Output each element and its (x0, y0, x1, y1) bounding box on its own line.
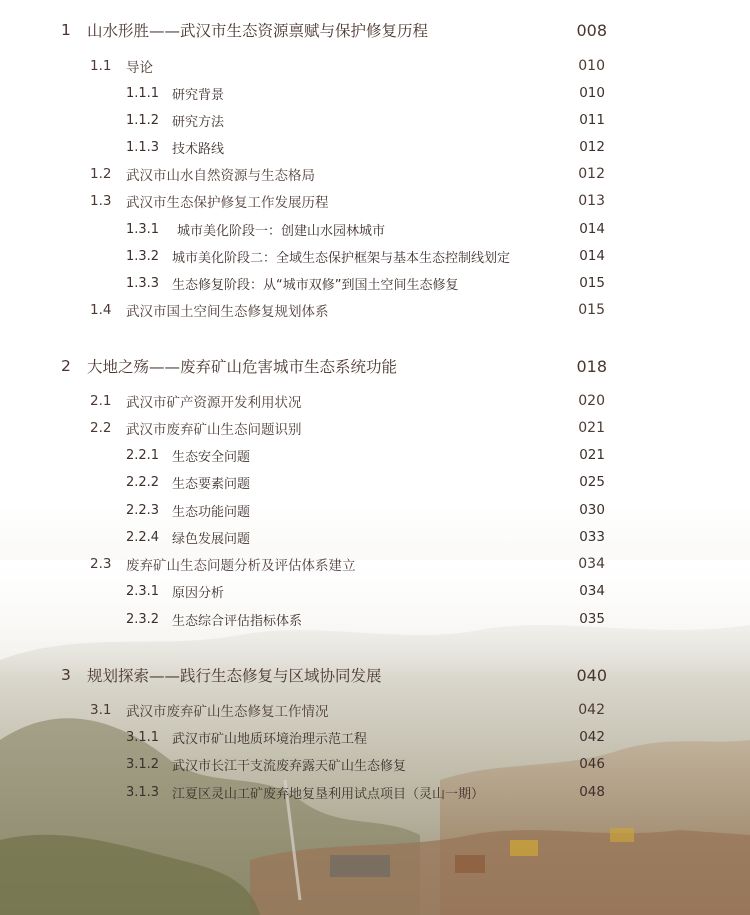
toc-title: 武汉市生态保护修复工作发展历程 (126, 195, 329, 211)
toc-number: 3.1.3 (126, 784, 160, 800)
toc-subsection-1-1-2[interactable] (0, 107, 750, 133)
toc-title: 武汉市矿产资源开发利用状况 (126, 395, 302, 411)
toc-page-number: 010 (579, 85, 605, 101)
toc-title: 武汉市废弃矿山生态修复工作情况 (126, 704, 329, 720)
toc-number: 2.2.3 (126, 502, 160, 518)
toc-number: 1.3.3 (126, 275, 160, 291)
toc-subsection-2-2-1[interactable] (0, 442, 750, 468)
toc-title: 生态综合评估指标体系 (172, 613, 303, 629)
toc-number: 1.1.3 (126, 139, 160, 155)
toc-title: 生态功能问题 (172, 504, 251, 520)
toc-number: 2.2.4 (126, 529, 160, 545)
toc-title: 原因分析 (172, 585, 225, 601)
toc-page-number: 030 (579, 502, 605, 518)
toc-subsection-1-1-3[interactable] (0, 134, 750, 160)
toc-number: 1.3.1 (126, 221, 160, 237)
toc-subsection-2-2-4[interactable] (0, 524, 750, 550)
toc-title: 武汉市山水自然资源与生态格局 (126, 168, 315, 184)
toc-title: 武汉市矿山地质环境治理示范工程 (172, 731, 368, 747)
toc-number: 2.3 (90, 556, 112, 572)
toc-page-number: 034 (578, 556, 605, 572)
toc-title: 导论 (126, 60, 153, 76)
toc-number: 3.1 (90, 702, 112, 718)
toc-subsection-2-3-2[interactable] (0, 606, 750, 632)
toc-page-number: 035 (579, 611, 605, 627)
toc-title: 武汉市国土空间生态修复规划体系 (126, 304, 329, 320)
toc-section-2-2[interactable] (0, 415, 750, 441)
toc-title: 生态修复阶段：从“城市双修”到国土空间生态修复 (172, 277, 459, 293)
toc-subsection-1-1-1[interactable] (0, 80, 750, 106)
toc-title: 规划探索——践行生态修复与区域协同发展 (87, 667, 382, 685)
toc-number: 3.1.2 (126, 756, 160, 772)
toc-subsection-2-2-2[interactable] (0, 469, 750, 495)
toc-section-1-4[interactable] (0, 297, 750, 323)
toc-page-number: 020 (578, 393, 605, 409)
toc-page-number: 048 (579, 784, 605, 800)
toc-number: 2.3.2 (126, 611, 160, 627)
toc-page-number: 012 (578, 166, 605, 182)
toc-number: 1 (61, 21, 71, 39)
toc-title: 山水形胜——武汉市生态资源禀赋与保护修复历程 (87, 22, 429, 40)
toc-page-number: 014 (579, 248, 605, 264)
toc-section-2-1[interactable] (0, 388, 750, 414)
toc-subsection-3-1-2[interactable] (0, 751, 750, 777)
toc-number: 3 (61, 666, 71, 684)
toc-page-number: 033 (579, 529, 605, 545)
toc-number: 2.2.2 (126, 474, 160, 490)
toc-title: 研究方法 (172, 114, 225, 130)
toc-number: 1.4 (90, 302, 112, 318)
toc-section-2-3[interactable] (0, 551, 750, 577)
toc-number: 1.3.2 (126, 248, 160, 264)
toc-page-number: 012 (579, 139, 605, 155)
toc-page-number: 018 (576, 356, 607, 376)
toc-page-number: 021 (578, 420, 605, 436)
toc-title: 武汉市长江干支流废弃露天矿山生态修复 (172, 758, 407, 774)
toc-title: 生态安全问题 (172, 449, 251, 465)
toc-chapter-3[interactable] (0, 662, 750, 688)
toc-number: 3.1.1 (126, 729, 160, 745)
toc-subsection-1-3-1[interactable] (0, 216, 750, 242)
toc-page-number: 014 (579, 221, 605, 237)
toc-title: 绿色发展问题 (172, 531, 251, 547)
toc-title: 武汉市废弃矿山生态问题识别 (126, 422, 302, 438)
toc-page-number: 040 (576, 665, 607, 685)
toc-title: 大地之殇——废弃矿山危害城市生态系统功能 (87, 358, 398, 376)
toc-chapter-2[interactable] (0, 353, 750, 379)
toc-title: 研究背景 (172, 87, 225, 103)
toc-number: 2.2.1 (126, 447, 160, 463)
toc-page-number: 021 (579, 447, 605, 463)
toc-number: 1.1 (90, 58, 112, 74)
toc-number: 2 (61, 357, 71, 375)
toc-section-1-1[interactable] (0, 53, 750, 79)
toc-page-number: 042 (578, 702, 605, 718)
toc-title: 技术路线 (172, 141, 225, 157)
toc-subsection-1-3-2[interactable] (0, 243, 750, 269)
toc-subsection-3-1-1[interactable] (0, 724, 750, 750)
toc-title: 城市美化阶段一：创建山水园林城市 (177, 223, 386, 239)
toc-page-number: 046 (579, 756, 605, 772)
toc-section-3-1[interactable] (0, 697, 750, 723)
toc-number: 1.3 (90, 193, 112, 209)
toc-section-1-3[interactable] (0, 188, 750, 214)
toc-page-number: 015 (579, 275, 605, 291)
toc-title: 生态要素问题 (172, 476, 251, 492)
toc-page-number: 042 (579, 729, 605, 745)
toc-title: 江夏区灵山工矿废弃地复垦利用试点项目（灵山一期） (172, 786, 485, 802)
toc-page-number: 008 (576, 20, 607, 40)
toc-number: 2.1 (90, 393, 112, 409)
toc-subsection-1-3-3[interactable] (0, 270, 750, 296)
toc-number: 1.2 (90, 166, 112, 182)
toc-subsection-2-2-3[interactable] (0, 497, 750, 523)
toc-number: 2.2 (90, 420, 112, 436)
toc-page-number: 025 (579, 474, 605, 490)
toc-page-number: 015 (578, 302, 605, 318)
toc-page-number: 034 (579, 583, 605, 599)
toc-page-number: 010 (578, 58, 605, 74)
toc-number: 1.1.2 (126, 112, 160, 128)
toc-page-number: 013 (578, 193, 605, 209)
toc-title: 城市美化阶段二：全域生态保护框架与基本生态控制线划定 (172, 250, 511, 266)
toc-chapter-1[interactable] (0, 17, 750, 43)
toc-subsection-2-3-1[interactable] (0, 578, 750, 604)
toc-number: 1.1.1 (126, 85, 160, 101)
toc-page-number: 011 (579, 112, 605, 128)
toc-number: 2.3.1 (126, 583, 160, 599)
toc-title: 废弃矿山生态问题分析及评估体系建立 (126, 558, 356, 574)
toc-subsection-3-1-3[interactable] (0, 779, 750, 805)
toc-section-1-2[interactable] (0, 161, 750, 187)
